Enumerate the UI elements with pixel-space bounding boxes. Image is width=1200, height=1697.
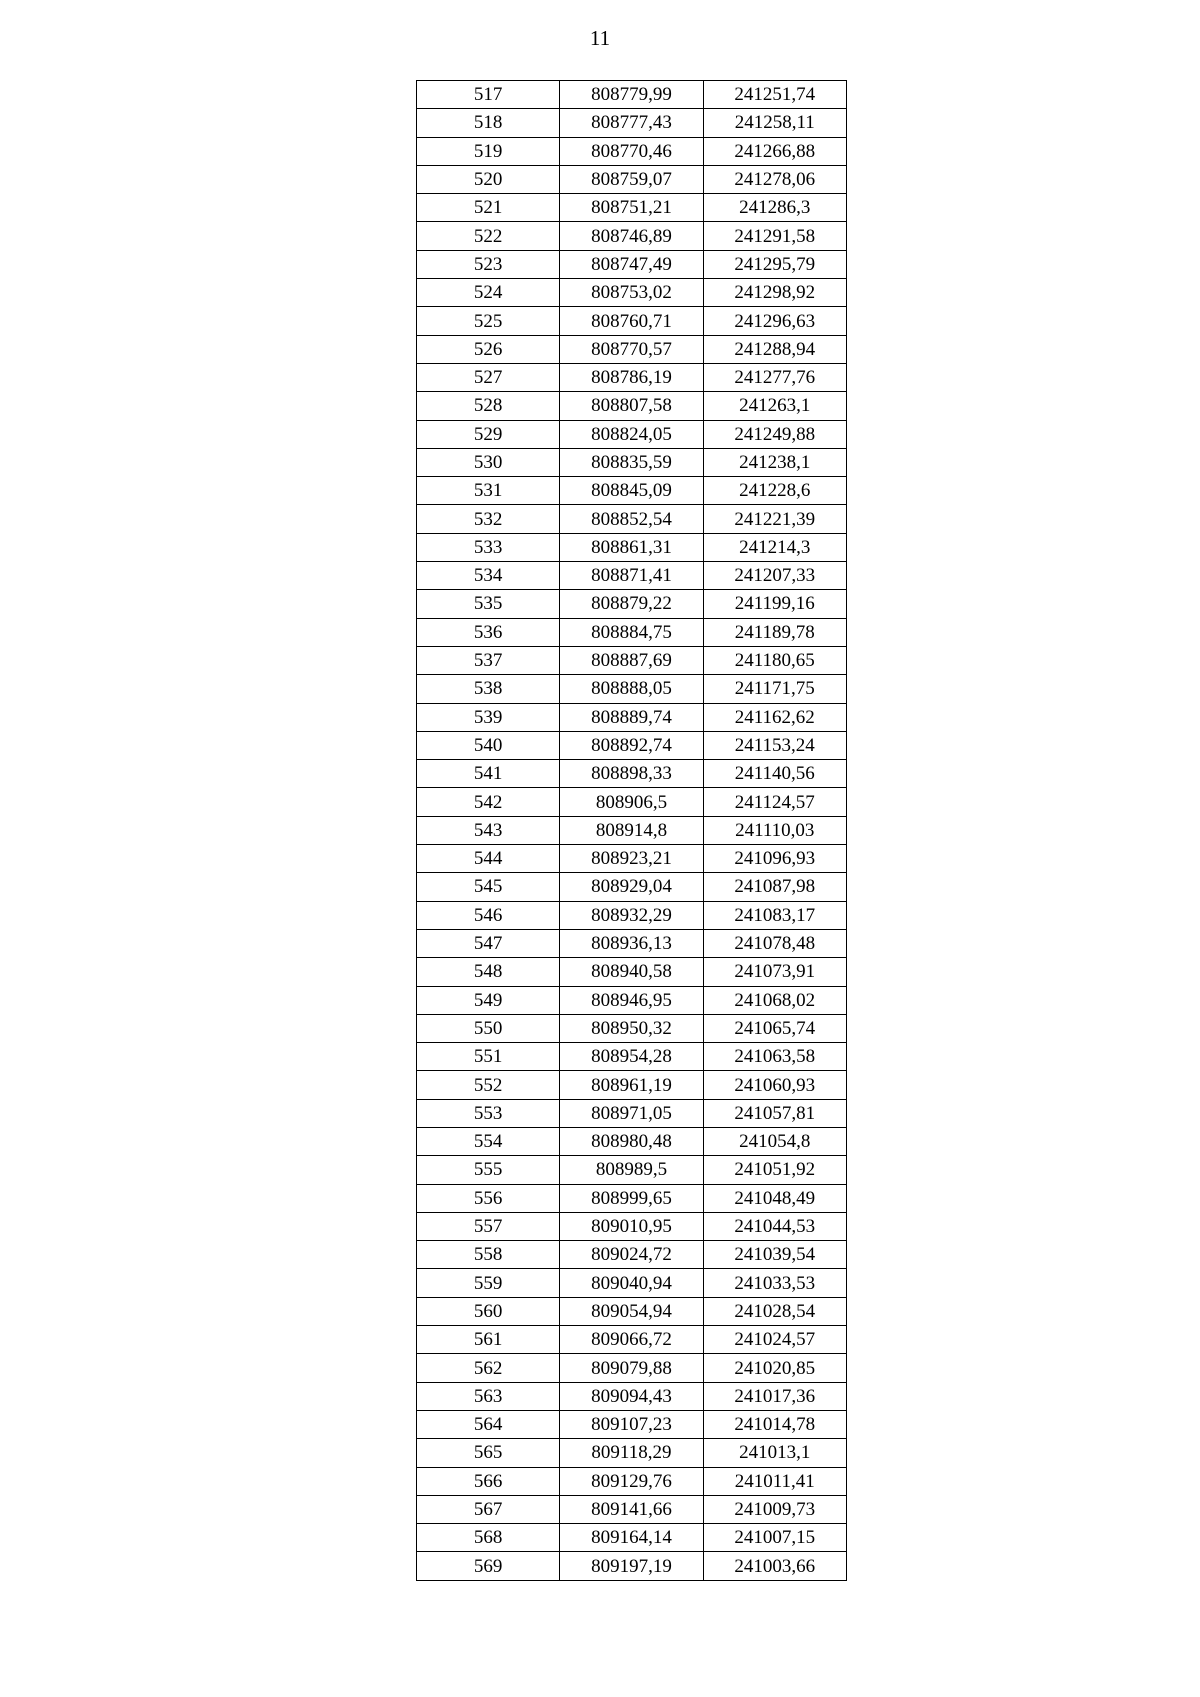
x-coordinate-cell: 808980,48 [560, 1127, 703, 1155]
y-coordinate-cell: 241044,53 [703, 1212, 846, 1240]
table-row [417, 1269, 847, 1297]
point-number-cell: 553 [417, 1099, 560, 1127]
x-coordinate-cell: 808746,89 [560, 222, 703, 250]
y-coordinate-cell: 241288,94 [703, 335, 846, 363]
x-coordinate-cell: 808971,05 [560, 1099, 703, 1127]
table-row [417, 109, 847, 137]
x-coordinate-cell: 808861,31 [560, 533, 703, 561]
x-coordinate-cell: 809079,88 [560, 1354, 703, 1382]
y-coordinate-cell: 241296,63 [703, 307, 846, 335]
x-coordinate-cell: 808898,33 [560, 760, 703, 788]
x-coordinate-cell: 808852,54 [560, 505, 703, 533]
y-coordinate-cell: 241065,74 [703, 1014, 846, 1042]
y-coordinate-cell: 241207,33 [703, 562, 846, 590]
y-coordinate-cell: 241013,1 [703, 1439, 846, 1467]
y-coordinate-cell: 241140,56 [703, 760, 846, 788]
x-coordinate-cell: 809118,29 [560, 1439, 703, 1467]
y-coordinate-cell: 241258,11 [703, 109, 846, 137]
y-coordinate-cell: 241189,78 [703, 618, 846, 646]
point-number-cell: 567 [417, 1495, 560, 1523]
y-coordinate-cell: 241063,58 [703, 1043, 846, 1071]
point-number-cell: 551 [417, 1043, 560, 1071]
point-number-cell: 547 [417, 929, 560, 957]
point-number-cell: 550 [417, 1014, 560, 1042]
point-number-cell: 540 [417, 731, 560, 759]
y-coordinate-cell: 241007,15 [703, 1524, 846, 1552]
x-coordinate-cell: 808879,22 [560, 590, 703, 618]
x-coordinate-cell: 808932,29 [560, 901, 703, 929]
table-row [417, 1354, 847, 1382]
x-coordinate-cell: 808884,75 [560, 618, 703, 646]
x-coordinate-cell: 808954,28 [560, 1043, 703, 1071]
point-number-cell: 546 [417, 901, 560, 929]
y-coordinate-cell: 241277,76 [703, 363, 846, 391]
table-row [417, 675, 847, 703]
point-number-cell: 562 [417, 1354, 560, 1382]
table-row [417, 760, 847, 788]
x-coordinate-cell: 808770,46 [560, 137, 703, 165]
point-number-cell: 538 [417, 675, 560, 703]
y-coordinate-cell: 241266,88 [703, 137, 846, 165]
x-coordinate-cell: 808929,04 [560, 873, 703, 901]
x-coordinate-cell: 808906,5 [560, 788, 703, 816]
table-row [417, 1524, 847, 1552]
point-number-cell: 549 [417, 986, 560, 1014]
table-row [417, 222, 847, 250]
y-coordinate-cell: 241221,39 [703, 505, 846, 533]
table-row [417, 335, 847, 363]
point-number-cell: 542 [417, 788, 560, 816]
table-row [417, 1043, 847, 1071]
y-coordinate-cell: 241054,8 [703, 1127, 846, 1155]
x-coordinate-cell: 808999,65 [560, 1184, 703, 1212]
y-coordinate-cell: 241291,58 [703, 222, 846, 250]
point-number-cell: 528 [417, 392, 560, 420]
y-coordinate-cell: 241024,57 [703, 1326, 846, 1354]
table-row [417, 165, 847, 193]
y-coordinate-cell: 241039,54 [703, 1241, 846, 1269]
x-coordinate-cell: 808824,05 [560, 420, 703, 448]
x-coordinate-cell: 808887,69 [560, 646, 703, 674]
y-coordinate-cell: 241153,24 [703, 731, 846, 759]
x-coordinate-cell: 809107,23 [560, 1410, 703, 1438]
y-coordinate-cell: 241295,79 [703, 250, 846, 278]
point-number-cell: 545 [417, 873, 560, 901]
y-coordinate-cell: 241073,91 [703, 958, 846, 986]
table-row [417, 562, 847, 590]
x-coordinate-cell: 808845,09 [560, 477, 703, 505]
point-number-cell: 556 [417, 1184, 560, 1212]
x-coordinate-cell: 808871,41 [560, 562, 703, 590]
table-row [417, 816, 847, 844]
point-number-cell: 520 [417, 165, 560, 193]
x-coordinate-cell: 809129,76 [560, 1467, 703, 1495]
x-coordinate-cell: 809197,19 [560, 1552, 703, 1580]
table-row [417, 901, 847, 929]
table-row [417, 420, 847, 448]
x-coordinate-cell: 808779,99 [560, 81, 703, 109]
table-row [417, 873, 847, 901]
point-number-cell: 519 [417, 137, 560, 165]
x-coordinate-cell: 808923,21 [560, 845, 703, 873]
x-coordinate-cell: 808892,74 [560, 731, 703, 759]
y-coordinate-cell: 241096,93 [703, 845, 846, 873]
x-coordinate-cell: 808777,43 [560, 109, 703, 137]
table-row [417, 1382, 847, 1410]
x-coordinate-cell: 808770,57 [560, 335, 703, 363]
point-number-cell: 536 [417, 618, 560, 646]
point-number-cell: 566 [417, 1467, 560, 1495]
y-coordinate-cell: 241009,73 [703, 1495, 846, 1523]
x-coordinate-cell: 809054,94 [560, 1297, 703, 1325]
page-number: 11 [589, 26, 611, 50]
x-coordinate-cell: 809094,43 [560, 1382, 703, 1410]
point-number-cell: 564 [417, 1410, 560, 1438]
y-coordinate-cell: 241228,6 [703, 477, 846, 505]
y-coordinate-cell: 241078,48 [703, 929, 846, 957]
point-number-cell: 565 [417, 1439, 560, 1467]
x-coordinate-cell: 808936,13 [560, 929, 703, 957]
table-row [417, 1184, 847, 1212]
y-coordinate-cell: 241162,62 [703, 703, 846, 731]
y-coordinate-cell: 241249,88 [703, 420, 846, 448]
x-coordinate-cell: 809164,14 [560, 1524, 703, 1552]
table-row [417, 929, 847, 957]
x-coordinate-cell: 809040,94 [560, 1269, 703, 1297]
table-row [417, 703, 847, 731]
x-coordinate-cell: 808753,02 [560, 279, 703, 307]
point-number-cell: 555 [417, 1156, 560, 1184]
x-coordinate-cell: 808989,5 [560, 1156, 703, 1184]
y-coordinate-cell: 241028,54 [703, 1297, 846, 1325]
point-number-cell: 563 [417, 1382, 560, 1410]
point-number-cell: 559 [417, 1269, 560, 1297]
y-coordinate-cell: 241180,65 [703, 646, 846, 674]
table-row [417, 1212, 847, 1240]
point-number-cell: 554 [417, 1127, 560, 1155]
y-coordinate-cell: 241014,78 [703, 1410, 846, 1438]
point-number-cell: 521 [417, 194, 560, 222]
point-number-cell: 568 [417, 1524, 560, 1552]
table-row [417, 1495, 847, 1523]
y-coordinate-cell: 241263,1 [703, 392, 846, 420]
point-number-cell: 569 [417, 1552, 560, 1580]
x-coordinate-cell: 808786,19 [560, 363, 703, 391]
y-coordinate-cell: 241171,75 [703, 675, 846, 703]
table-row [417, 1439, 847, 1467]
y-coordinate-cell: 241087,98 [703, 873, 846, 901]
table-row [417, 363, 847, 391]
point-number-cell: 537 [417, 646, 560, 674]
y-coordinate-cell: 241199,16 [703, 590, 846, 618]
point-number-cell: 558 [417, 1241, 560, 1269]
point-number-cell: 543 [417, 816, 560, 844]
point-number-cell: 525 [417, 307, 560, 335]
y-coordinate-cell: 241238,1 [703, 448, 846, 476]
point-number-cell: 539 [417, 703, 560, 731]
point-number-cell: 527 [417, 363, 560, 391]
table-row [417, 477, 847, 505]
point-number-cell: 522 [417, 222, 560, 250]
table-row [417, 618, 847, 646]
y-coordinate-cell: 241060,93 [703, 1071, 846, 1099]
table-row [417, 1071, 847, 1099]
table-row [417, 81, 847, 109]
table-row [417, 1467, 847, 1495]
point-number-cell: 526 [417, 335, 560, 363]
y-coordinate-cell: 241017,36 [703, 1382, 846, 1410]
table-row [417, 590, 847, 618]
x-coordinate-cell: 809066,72 [560, 1326, 703, 1354]
table-row [417, 1297, 847, 1325]
x-coordinate-cell: 808747,49 [560, 250, 703, 278]
point-number-cell: 529 [417, 420, 560, 448]
table-row [417, 646, 847, 674]
y-coordinate-cell: 241124,57 [703, 788, 846, 816]
x-coordinate-cell: 808914,8 [560, 816, 703, 844]
point-number-cell: 533 [417, 533, 560, 561]
y-coordinate-cell: 241110,03 [703, 816, 846, 844]
table-row [417, 1241, 847, 1269]
point-number-cell: 530 [417, 448, 560, 476]
point-number-cell: 532 [417, 505, 560, 533]
y-coordinate-cell: 241214,3 [703, 533, 846, 561]
table-row [417, 533, 847, 561]
table-row [417, 1326, 847, 1354]
point-number-cell: 523 [417, 250, 560, 278]
y-coordinate-cell: 241033,53 [703, 1269, 846, 1297]
x-coordinate-cell: 808751,21 [560, 194, 703, 222]
point-number-cell: 518 [417, 109, 560, 137]
y-coordinate-cell: 241286,3 [703, 194, 846, 222]
y-coordinate-cell: 241298,92 [703, 279, 846, 307]
y-coordinate-cell: 241057,81 [703, 1099, 846, 1127]
x-coordinate-cell: 809010,95 [560, 1212, 703, 1240]
x-coordinate-cell: 809024,72 [560, 1241, 703, 1269]
table-row [417, 1014, 847, 1042]
y-coordinate-cell: 241011,41 [703, 1467, 846, 1495]
x-coordinate-cell: 808961,19 [560, 1071, 703, 1099]
point-number-cell: 548 [417, 958, 560, 986]
table-row [417, 845, 847, 873]
y-coordinate-cell: 241251,74 [703, 81, 846, 109]
x-coordinate-cell: 808950,32 [560, 1014, 703, 1042]
table-row [417, 731, 847, 759]
x-coordinate-cell: 808946,95 [560, 986, 703, 1014]
x-coordinate-cell: 808835,59 [560, 448, 703, 476]
table-row [417, 137, 847, 165]
point-number-cell: 541 [417, 760, 560, 788]
x-coordinate-cell: 808759,07 [560, 165, 703, 193]
y-coordinate-cell: 241083,17 [703, 901, 846, 929]
table-row [417, 788, 847, 816]
point-number-cell: 531 [417, 477, 560, 505]
y-coordinate-cell: 241278,06 [703, 165, 846, 193]
point-number-cell: 535 [417, 590, 560, 618]
table-row [417, 392, 847, 420]
table-row [417, 194, 847, 222]
y-coordinate-cell: 241048,49 [703, 1184, 846, 1212]
point-number-cell: 534 [417, 562, 560, 590]
y-coordinate-cell: 241068,02 [703, 986, 846, 1014]
table-row [417, 1099, 847, 1127]
table-row [417, 1410, 847, 1438]
x-coordinate-cell: 809141,66 [560, 1495, 703, 1523]
table-row [417, 505, 847, 533]
y-coordinate-cell: 241003,66 [703, 1552, 846, 1580]
x-coordinate-cell: 808760,71 [560, 307, 703, 335]
x-coordinate-cell: 808940,58 [560, 958, 703, 986]
coordinates-table [416, 80, 847, 1581]
table-row [417, 1552, 847, 1580]
table-row [417, 1127, 847, 1155]
table-row [417, 250, 847, 278]
table-row [417, 279, 847, 307]
point-number-cell: 560 [417, 1297, 560, 1325]
point-number-cell: 557 [417, 1212, 560, 1240]
point-number-cell: 544 [417, 845, 560, 873]
table-row [417, 986, 847, 1014]
x-coordinate-cell: 808888,05 [560, 675, 703, 703]
y-coordinate-cell: 241020,85 [703, 1354, 846, 1382]
coordinates-table-body [417, 81, 847, 1581]
x-coordinate-cell: 808889,74 [560, 703, 703, 731]
point-number-cell: 524 [417, 279, 560, 307]
table-row [417, 1156, 847, 1184]
point-number-cell: 552 [417, 1071, 560, 1099]
y-coordinate-cell: 241051,92 [703, 1156, 846, 1184]
table-row [417, 448, 847, 476]
point-number-cell: 517 [417, 81, 560, 109]
x-coordinate-cell: 808807,58 [560, 392, 703, 420]
table-row [417, 307, 847, 335]
point-number-cell: 561 [417, 1326, 560, 1354]
table-row [417, 958, 847, 986]
